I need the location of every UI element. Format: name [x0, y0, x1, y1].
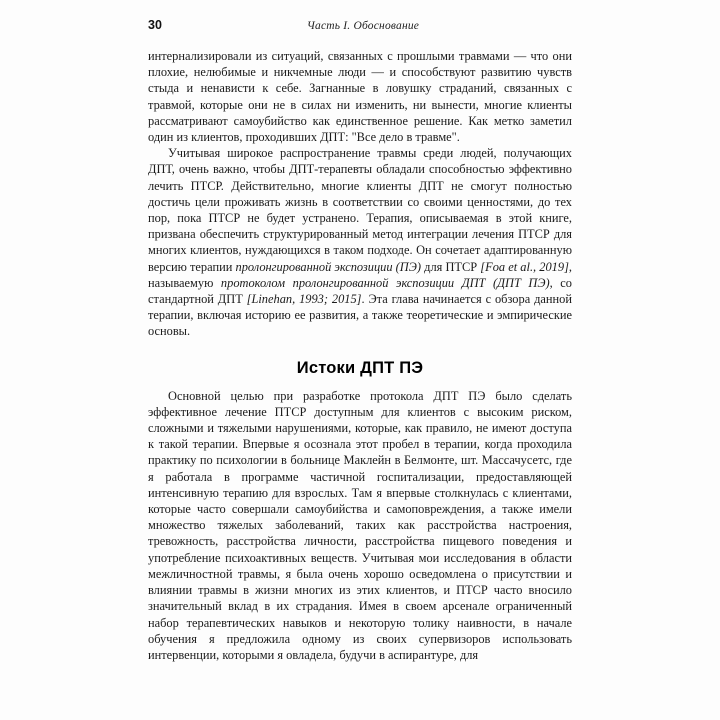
page-content [148, 18, 572, 663]
running-head-title: Часть I. Обоснование [306, 20, 420, 32]
section-body-block [148, 388, 572, 663]
paragraph: интернализировали из ситуаций, связанных с прошлыми травмами — что они плохие, нелюбимые и никчемные люди — и способствуют развитию чувств стыда и ненависти к себе. Загнанные в ловушку страданий, связанных с травмой, которые они не в силах ни изменить, ни вынести, многие клиенты рассматривают самоубийство как единственное решение. Как метко заметил один из клиентов, проходивших ДПТ: "Все дело в травме". [148, 49, 572, 145]
section-heading: Истоки ДПТ ПЭ [296, 358, 424, 377]
body-text-block [148, 48, 572, 340]
page-number: 30 [148, 18, 162, 32]
paragraph: Основной целью при разработке протокола ДПТ ПЭ было сделать эффективное лечение ПТСР доступным для клиентов с высоким риском, сложными и тяжелыми нарушениями, которые, как правило, не имеют доступа к такой терапии. Впервые я осознала этот пробел в терапии, когда проходила практику по психологии в больнице Маклейн в Белмонте, шт. Массачусетс, где я работала в программе частичной госпитализации, предоставляющей интенсивную терапию для взрослых. Там я впервые столкнулась с клиентами, которые часто совершали самоубийства и самоповреждения, а также имели множество тяжелых заболеваний, таких как расстройства настроения, тревожность, расстройства личности, расстройства пищевого поведения и употребление психоактивных веществ. Учитывая мои исследования в области межличностной травмы, я была очень хорошо осведомлена о присутствии и влиянии травмы в жизни многих из этих клиентов, и ПТСР часто вносило значительный вклад в их страдания. Имея в своем арсенале ограниченный набор терапевтических навыков и некоторую толику наивности, в начале обучения я предложила одному из своих супервизоров использовать интервенции, которыми я овладела, будучи в аспирантуре, для [148, 388, 572, 662]
running-head [148, 18, 572, 32]
paragraph: Учитывая широкое распространение травмы среди людей, получающих ДПТ, очень важно, чтобы ДПТ-терапевты обладали способностью эффективно лечить ПТСР. Действительно, многие клиенты ДПТ не смогут полностью достичь цели проживать жизнь в соответствии со своими ценностями, до тех пор, пока ПТСР не будет устранено. Терапия, описываемая в этой книге, призвана обеспечить структурированный метод интеграции лечения ПТСР для многих клиентов, нуждающихся в таком подходе. Он сочетает адаптированную версию терапии пролонгированной экспозиции (ПЭ) для ПТСР [Foa et al., 2019], называемую протоколом пролонгированной экспозиции ДПТ (ДПТ ПЭ), со стандартной ДПТ [Linehan, 1993; 2015]. Эта глава начинается с обзора данной терапии, включая историю ее развития, а также теоретические и эмпирические основы. [148, 146, 572, 339]
